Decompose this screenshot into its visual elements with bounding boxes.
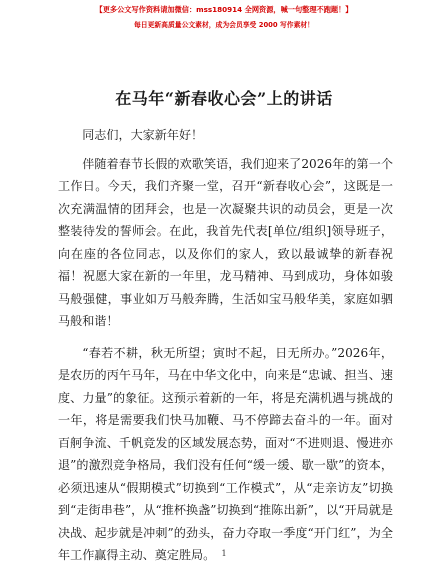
greeting-paragraph: 同志们，大家新年好！ <box>82 128 204 142</box>
body-paragraph-2: “春若不耕，秋无所望；寅时不起，日无所办。”2026年，是农历的丙午马年，马在中华文化中，向来是“忠诚、担当、速度、力量”的象征。这预示着新的一年，将是充满机遇与挑战的一年，将是需要我们快马加鞭、马不停蹄去奋斗的一年。面对百舸争流、千帆竞发的区域发展态势，面对“不进则退、慢进亦退”的激烈竞争格局，我们没有任何“缓一缓、歇一歇”的资本，必须迅速从“假期模式”切换到“工作模式”，从“走亲访友”切换到“走街串巷”，从“推杯换盏”切换到“推陈出新”，以“开局就是决战、起步就是冲刺”的劲头，奋力夺取一季度“开门红”，为全年工作赢得主动、奠定胜局。 <box>58 345 393 562</box>
body-paragraph-1: 伴随着春节长假的欢歌笑语，我们迎来了2026年的第一个工作日。今天，我们齐聚一堂，召开“新春收心会”，这既是一次充满温情的团拜会，也是一次凝聚共识的动员会，更是一次整装待发的誓师会。在此，我首先代表[单位/组织]领导班子，向在座的各位同志，以及你们的家人，致以最诚挚的新春祝福！祝愿大家在新的一年里，龙马精神、马到成功，身体如骏马般强健，事业如万马般奔腾，生活如宝马般华美，家庭如驷马般和谐！ <box>58 156 393 328</box>
promo-banner-line1: 【更多公文写作资料请加微信：mss180914 全网资源，喊一句整理不跑题！】 <box>95 5 353 14</box>
promo-banner-line2: 每日更新高质量公文素材，成为会员享受 2000 写作素材！ <box>134 21 314 29</box>
page-number: 1 <box>221 549 227 558</box>
document-title: 在马年“新春收心会”上的讲话 <box>115 89 333 108</box>
document-body <box>58 124 393 567</box>
promo-banner <box>0 5 448 30</box>
